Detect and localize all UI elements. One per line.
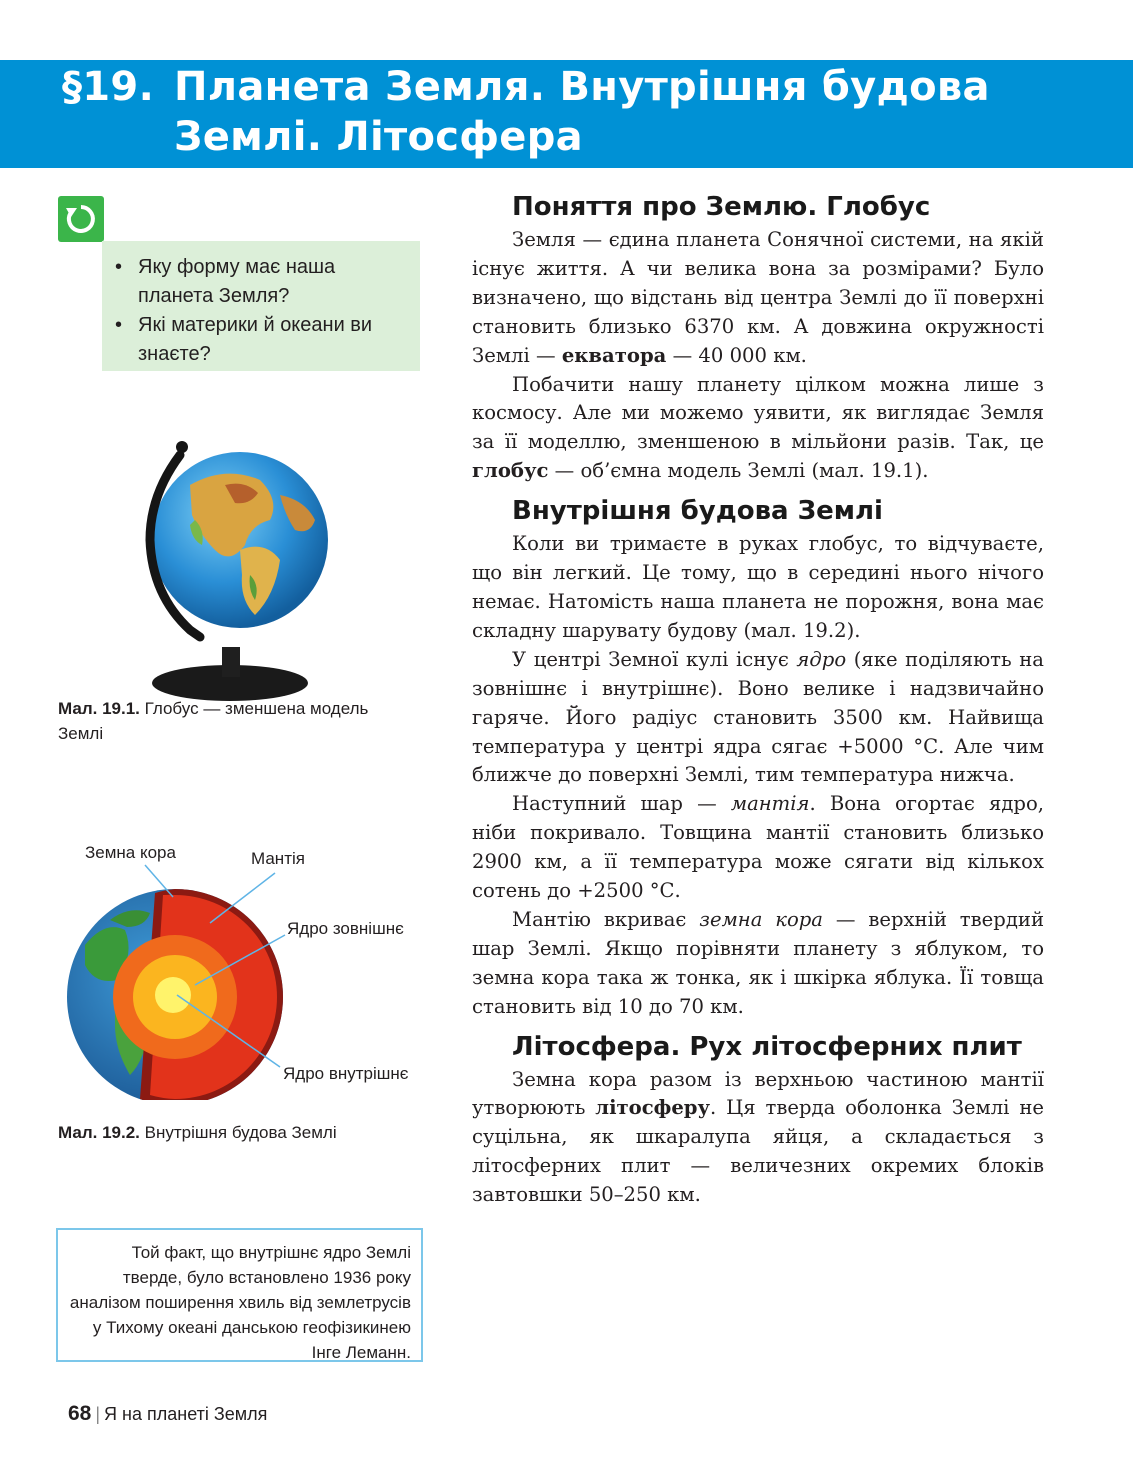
section-number: §19. [62,64,155,110]
text-run: Мантію вкриває [512,907,700,931]
paragraph [472,226,1044,371]
term: мантія [730,792,810,816]
text-run: Земна кора разом із верхньою частиною мантії утворюють [472,1067,1044,1120]
text-run: Наступний шар — [512,792,731,816]
label-inner-core: Ядро внутрішнє [283,1064,409,1083]
term: ядро [796,647,847,671]
paragraph [472,371,1044,487]
text-run: У центрі Земної кулі існує [512,647,797,671]
title-line-1: Планета Земля. Внутрішня будова [174,64,990,110]
footer-section: Я на планеті Земля [104,1404,268,1424]
paragraph [472,906,1044,1022]
question-box [102,241,420,371]
question-item: • Яку форму має наша планета Земля? [108,253,412,311]
term: літосферу [595,1096,711,1120]
question-item: • Які материки й океани ви знаєте? [108,311,412,369]
paragraph: Коли ви тримаєте в руках глобус, то відчуваєте, що він легкий. Це тому, що в середині нього нічого немає. Натомість наша планета не порожня, вона має складну шарувату будову (мал. 19.2). [472,532,1044,642]
text-run: — верхній твердий шар Землі. Якщо порівняти планету з яблуком, то земна кора така ж тонка, як і шкірка яблука. Її товща становить від 10 до 70 км. [472,907,1044,1018]
paragraph [472,790,1044,906]
term: земна кора [699,907,823,931]
page-number: 68 [68,1402,92,1425]
text-run: . Ця тверда оболонка Землі не суцільна, як шкаралупа яйця, а складається з літосферних плит — величезних окремих блоків завтовшки 50–250 км. [472,1096,1044,1207]
text-run: — 40 000 км. [666,343,807,367]
section-heading: Поняття про Землю. Глобус [512,192,931,222]
text-run: Земля — єдина планета Сонячної системи, на якій існує життя. А чи велика вона за розмірами? Було визначено, що відстань від центра Землі до її поверхні становить близько 6370 км. А довжина окружності Землі — [472,228,1044,367]
fact-box: Той факт, що внутрішнє ядро Землі тверде, було встановлено 1936 року аналізом поширення хвиль від землетрусів у Тихому океані данською геофізикинею Інге Леманн. [56,1228,423,1362]
page-footer [68,1402,267,1426]
figure-text-2: Внутрішня будова Землі [139,1123,337,1142]
text-run: Побачити нашу планету цілком можна лише з космосу. Але ми можемо уявити, як виглядає Земля за її моделлю, зменшеною в мільйони разів. Так, це [472,372,1044,454]
section-heading: Літосфера. Рух літосферних плит [512,1031,1022,1062]
earth-structure-diagram [55,835,445,1100]
text-run: — об’ємна модель Землі (мал. 19.1). [548,459,929,483]
paragraph [472,1066,1044,1211]
section-heading: Внутрішня будова Землі [512,496,883,527]
label-crust: Земна кора [85,843,176,862]
figure-label-1: Мал. 19.1. [58,699,140,718]
refresh-icon [58,196,104,242]
figure-text-1: Глобус — зменшена модель Землі [58,699,369,743]
text-run: (яке поділяють на зовнішнє і внутрішнє). Воно велике і надзвичайно гаряче. Його радіус становить 3500 км. Найвища температура у центрі ядра сягає +5000 °С. Але чим ближче до поверхні Землі, тим температура нижча. [472,647,1044,787]
figure-caption-2 [58,1120,337,1145]
globe-image [130,425,340,710]
term: екватора [561,343,667,367]
title-line-2: Землі. Літосфера [174,114,583,160]
paragraph [472,646,1044,791]
footer-separator: | [95,1404,101,1424]
label-outer-core: Ядро зовнішнє [287,919,404,938]
figure-label-2: Мал. 19.2. [58,1123,140,1142]
term: глобус [472,459,549,483]
label-mantle: Мантія [251,849,305,868]
text-run: . Вона огортає ядро, ніби покривало. Товщина мантії становить близько 2900 км, а її температура може сягати від кількох сотень до +2500 °С. [472,792,1044,903]
page-title [62,62,990,162]
main-text [472,188,1044,1210]
figure-caption-1 [58,696,378,746]
